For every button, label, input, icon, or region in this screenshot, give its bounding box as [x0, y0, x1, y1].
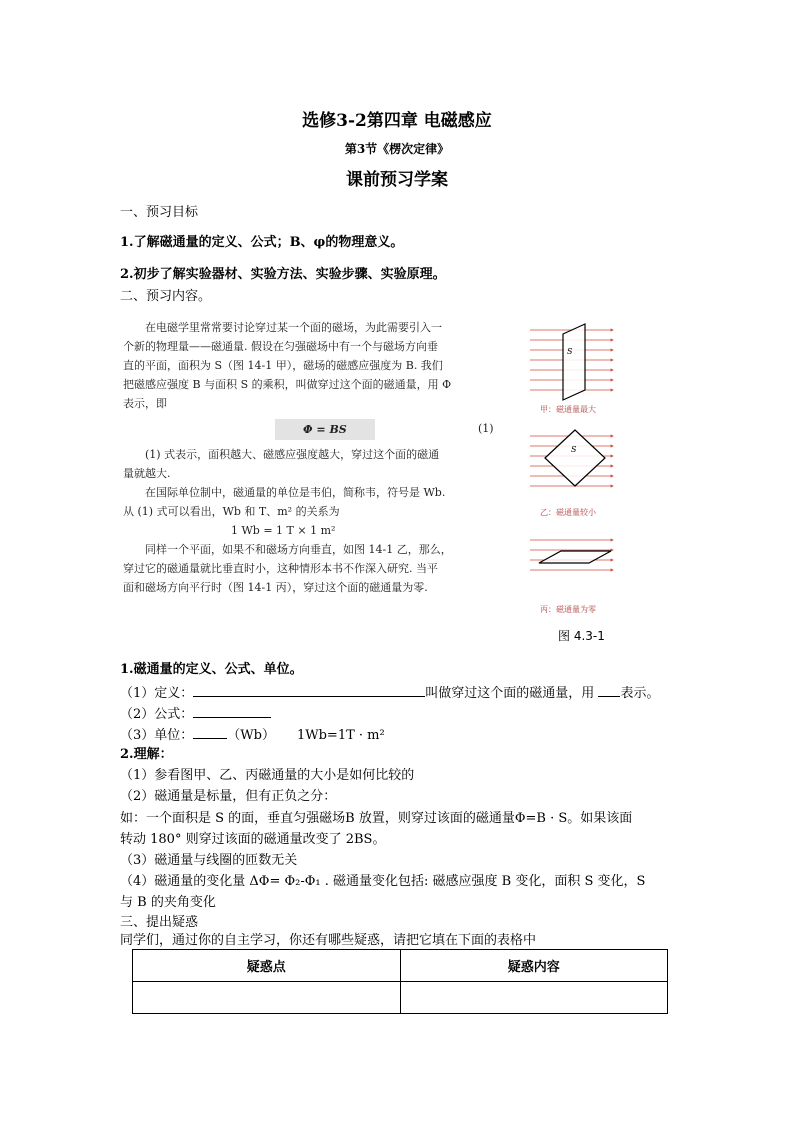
definition-end: 表示。 — [620, 686, 660, 701]
table-row — [133, 982, 668, 1014]
part3-intro: 同学们，通过你的自主学习，你还有哪些疑惑，请把它填在下面的表格中 — [120, 933, 537, 948]
text-line: 面和磁场方向平行时（图 14-1 丙），穿过这个面的磁通量为零. — [123, 581, 428, 594]
goal-item-2: 2.初步了解实验器材、实验方法、实验步骤、实验原理。 — [120, 267, 446, 282]
definition-label: （1）定义： — [120, 686, 194, 701]
table-header-row — [133, 950, 668, 982]
understand-example-line-1: 如：一个面积是 S 的面，垂直匀强磁场B 放置，则穿过该面的磁通量Φ=B · S。如果该面 — [120, 811, 633, 826]
understand-item-2: （2）磁通量是标量，但有正负之分： — [120, 789, 337, 804]
understand-heading: 2.理解： — [120, 747, 173, 762]
text-line: (1) 式表示，面积越大、磁感应强度越大，穿过这个面的磁通 — [145, 448, 440, 461]
text-line: 个新的物理量——磁通量. 假设在匀强磁场中有一个与磁场方向垂 — [123, 340, 438, 353]
content-cell[interactable] — [400, 982, 668, 1014]
text-line: 直的平面，面积为 S（图 14-1 甲），磁场的磁感应强度为 B. 我们 — [123, 359, 443, 372]
figure-a-label: S — [567, 347, 573, 356]
formula-number: (1) — [478, 422, 494, 435]
text-line: 在电磁学里常常要讨论穿过某一个面的磁场，为此需要引入一 — [145, 321, 442, 334]
question-cell[interactable] — [133, 982, 401, 1014]
understand-item-1: （1）参看图甲、乙、丙磁通量的大小是如何比较的 — [120, 768, 415, 783]
formula-line — [120, 704, 271, 724]
figure-c-caption: 丙：磁通量为零 — [540, 605, 596, 614]
column-header-question: 疑惑点 — [133, 950, 401, 982]
definition-suffix: 叫做穿过这个面的磁通量，用 — [425, 686, 595, 701]
text-line: 把磁感应强度 B 与面积 S 的乘积，叫做穿过这个面的磁通量，用 Φ — [123, 378, 452, 391]
figure-c-plane — [539, 551, 611, 563]
figure-b-caption: 乙：磁通量较小 — [540, 508, 596, 517]
unit-line — [120, 725, 385, 745]
text-line: 穿过它的磁通量就比垂直时小，这种情形本书不作深入研究. 当平 — [123, 562, 438, 575]
part3-heading: 三、提出疑惑 — [120, 915, 199, 930]
unit-label: （3）单位： — [120, 728, 194, 743]
understand-item-3: （3）磁通量与线圈的匝数无关 — [120, 853, 298, 868]
text-line: 同样一个平面，如果不和磁场方向垂直，如图 14-1 乙，那么， — [145, 543, 452, 556]
understand-example-line-2: 转动 180° 则穿过该面的磁通量改变了 2BS。 — [120, 832, 386, 847]
unit-wb: （Wb） — [227, 728, 275, 743]
text-line: 从 (1) 式可以看出，Wb 和 T、m² 的关系为 — [123, 505, 340, 518]
flux-figure — [525, 318, 625, 618]
page-subtitle: 课前预习学案 — [346, 170, 448, 190]
symbol-blank[interactable] — [598, 683, 620, 697]
figure-b-label: S — [571, 445, 577, 454]
definition-blank[interactable] — [193, 683, 425, 697]
figure-b-plane — [545, 430, 605, 486]
unit-blank[interactable] — [193, 725, 227, 739]
figure-a-caption: 甲：磁通量最大 — [540, 405, 596, 414]
goal-item-1: 1.了解磁通量的定义、公式；B、φ的物理意义。 — [120, 235, 404, 250]
text-line: 量就越大. — [123, 467, 171, 480]
textbook-excerpt — [123, 318, 509, 618]
questions-table — [132, 949, 668, 1014]
unit-equation: 1 Wb = 1 T × 1 m² — [231, 524, 336, 537]
unit-relation: 1Wb=1T · m² — [296, 728, 385, 743]
part2-heading: 二、预习内容。 — [120, 289, 212, 304]
text-line: 在国际单位制中，磁通量的单位是韦伯，简称韦，符号是 Wb. — [145, 486, 446, 499]
understand-item-4-line-2: 与 B 的夹角变化 — [120, 895, 216, 910]
page-title: 选修3-2第四章 电磁感应 — [302, 111, 492, 131]
flux-heading: 1.磁通量的定义、公式、单位。 — [120, 662, 303, 677]
figure-a-plane — [563, 324, 585, 400]
text-line: 表示，即 — [123, 397, 167, 410]
formula-blank[interactable] — [193, 704, 271, 718]
section-title: 第3节《楞次定律》 — [344, 142, 450, 156]
understand-item-4-line-1: （4）磁通量的变化量 ΔΦ= Φ₂-Φ₁ . 磁通量变化包括: 磁感应强度 B 变化，面积 S 变化，S — [120, 874, 646, 889]
figure-number: 图 4.3-1 — [558, 629, 605, 643]
part1-heading: 一、预习目标 — [120, 205, 199, 220]
formula-label: （2）公式： — [120, 707, 194, 722]
definition-line — [120, 683, 659, 703]
formula-box: Φ = BS — [275, 419, 375, 440]
column-header-content: 疑惑内容 — [400, 950, 668, 982]
